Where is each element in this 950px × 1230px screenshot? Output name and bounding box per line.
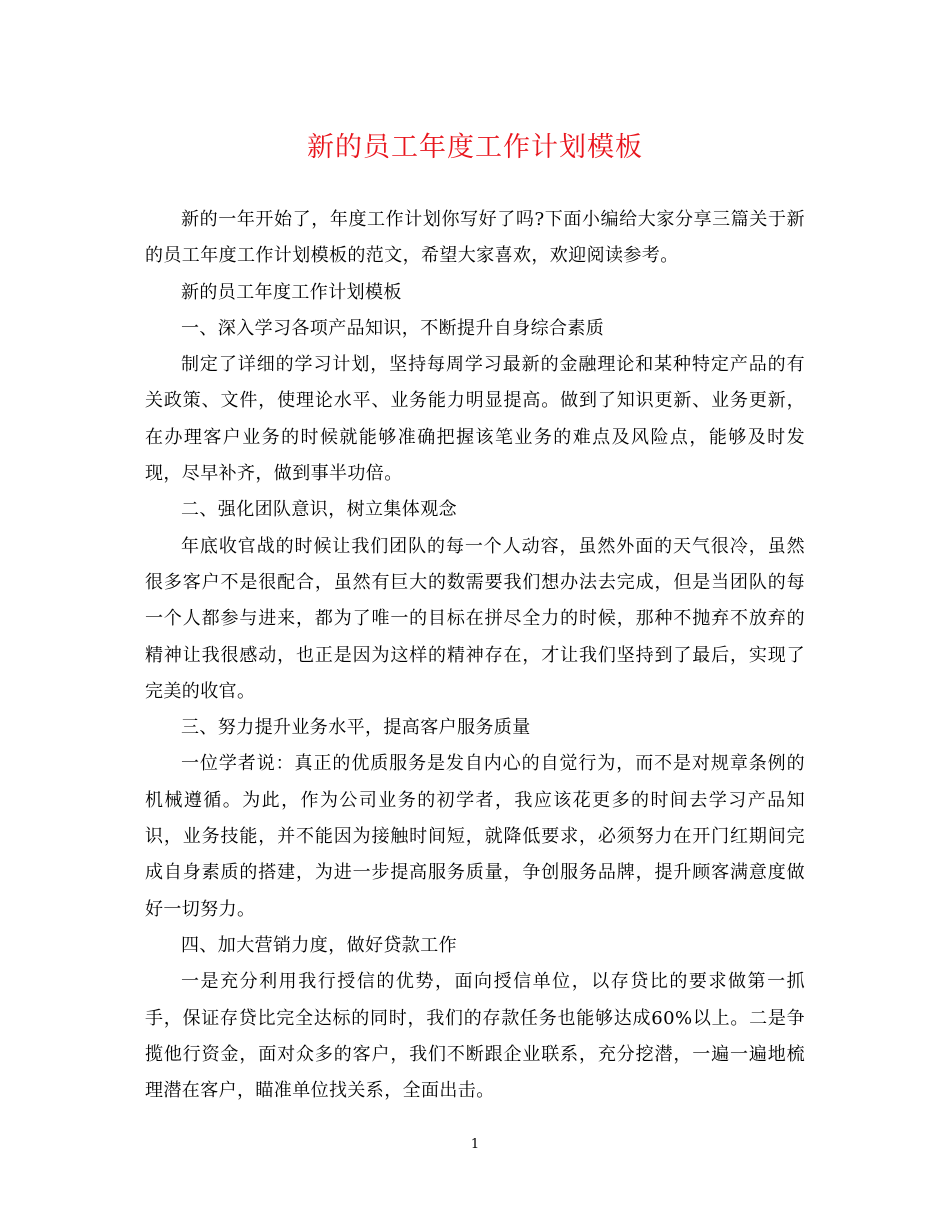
page-number: 1 xyxy=(470,1137,480,1152)
section-body-4: 一是充分利用我行授信的优势，面向授信单位，以存贷比的要求做第一抓手，保证存贷比完全达标的同时，我们的存款任务也能够达成60%以上。二是争揽他行资金，面对众多的客户，我们不断跟企业联系，充分挖潜，一遍一遍地梳理潜在客户，瞄准单位找关系，全面出击。 xyxy=(145,971,805,1102)
subtitle-paragraph: 新的员工年度工作计划模板 xyxy=(181,281,402,303)
section-body-2: 年底收官战的时候让我们团队的每一个人动容，虽然外面的天气很冷，虽然很多客户不是很配合，虽然有巨大的数需要我们想办法去完成，但是当团队的每一个人都参与进来，都为了唯一的目标在拼尽全力的时候，那种不抛弃不放弃的精神让我很感动，也正是因为这样的精神存在，才让我们坚持到了最后，实现了完美的收官。 xyxy=(145,535,805,702)
intro-paragraph: 新的一年开始了，年度工作计划你写好了吗?下面小编给大家分享三篇关于新的员工年度工作计划模板的范文，希望大家喜欢，欢迎阅读参考。 xyxy=(145,209,805,267)
section-heading-1: 一、深入学习各项产品知识，不断提升自身综合素质 xyxy=(181,317,605,339)
document-body xyxy=(145,202,805,1109)
section-heading-3: 三、努力提升业务水平，提高客户服务质量 xyxy=(181,717,531,739)
section-heading-4: 四、加大营销力度，做好贷款工作 xyxy=(181,934,457,956)
section-body-1: 制定了详细的学习计划，坚持每周学习最新的金融理论和某种特定产品的有关政策、文件，使理论水平、业务能力明显提高。做到了知识更新、业务更新，在办理客户业务的时候就能够准确把握该笔业务的难点及风险点，能够及时发现，尽早补齐，做到事半功倍。 xyxy=(145,354,805,485)
section-heading-2: 二、强化团队意识，树立集体观念 xyxy=(181,499,457,521)
document-title: 新的员工年度工作计划模板 xyxy=(307,132,643,163)
section-body-3: 一位学者说：真正的优质服务是发自内心的自觉行为，而不是对规章条例的机械遵循。为此，作为公司业务的初学者，我应该花更多的时间去学习产品知识，业务技能，并不能因为接触时间短，就降低要求，必须努力在开门红期间完成自身素质的搭建，为进一步提高服务质量，争创服务品牌，提升顾客满意度做好一切努力。 xyxy=(145,753,805,920)
